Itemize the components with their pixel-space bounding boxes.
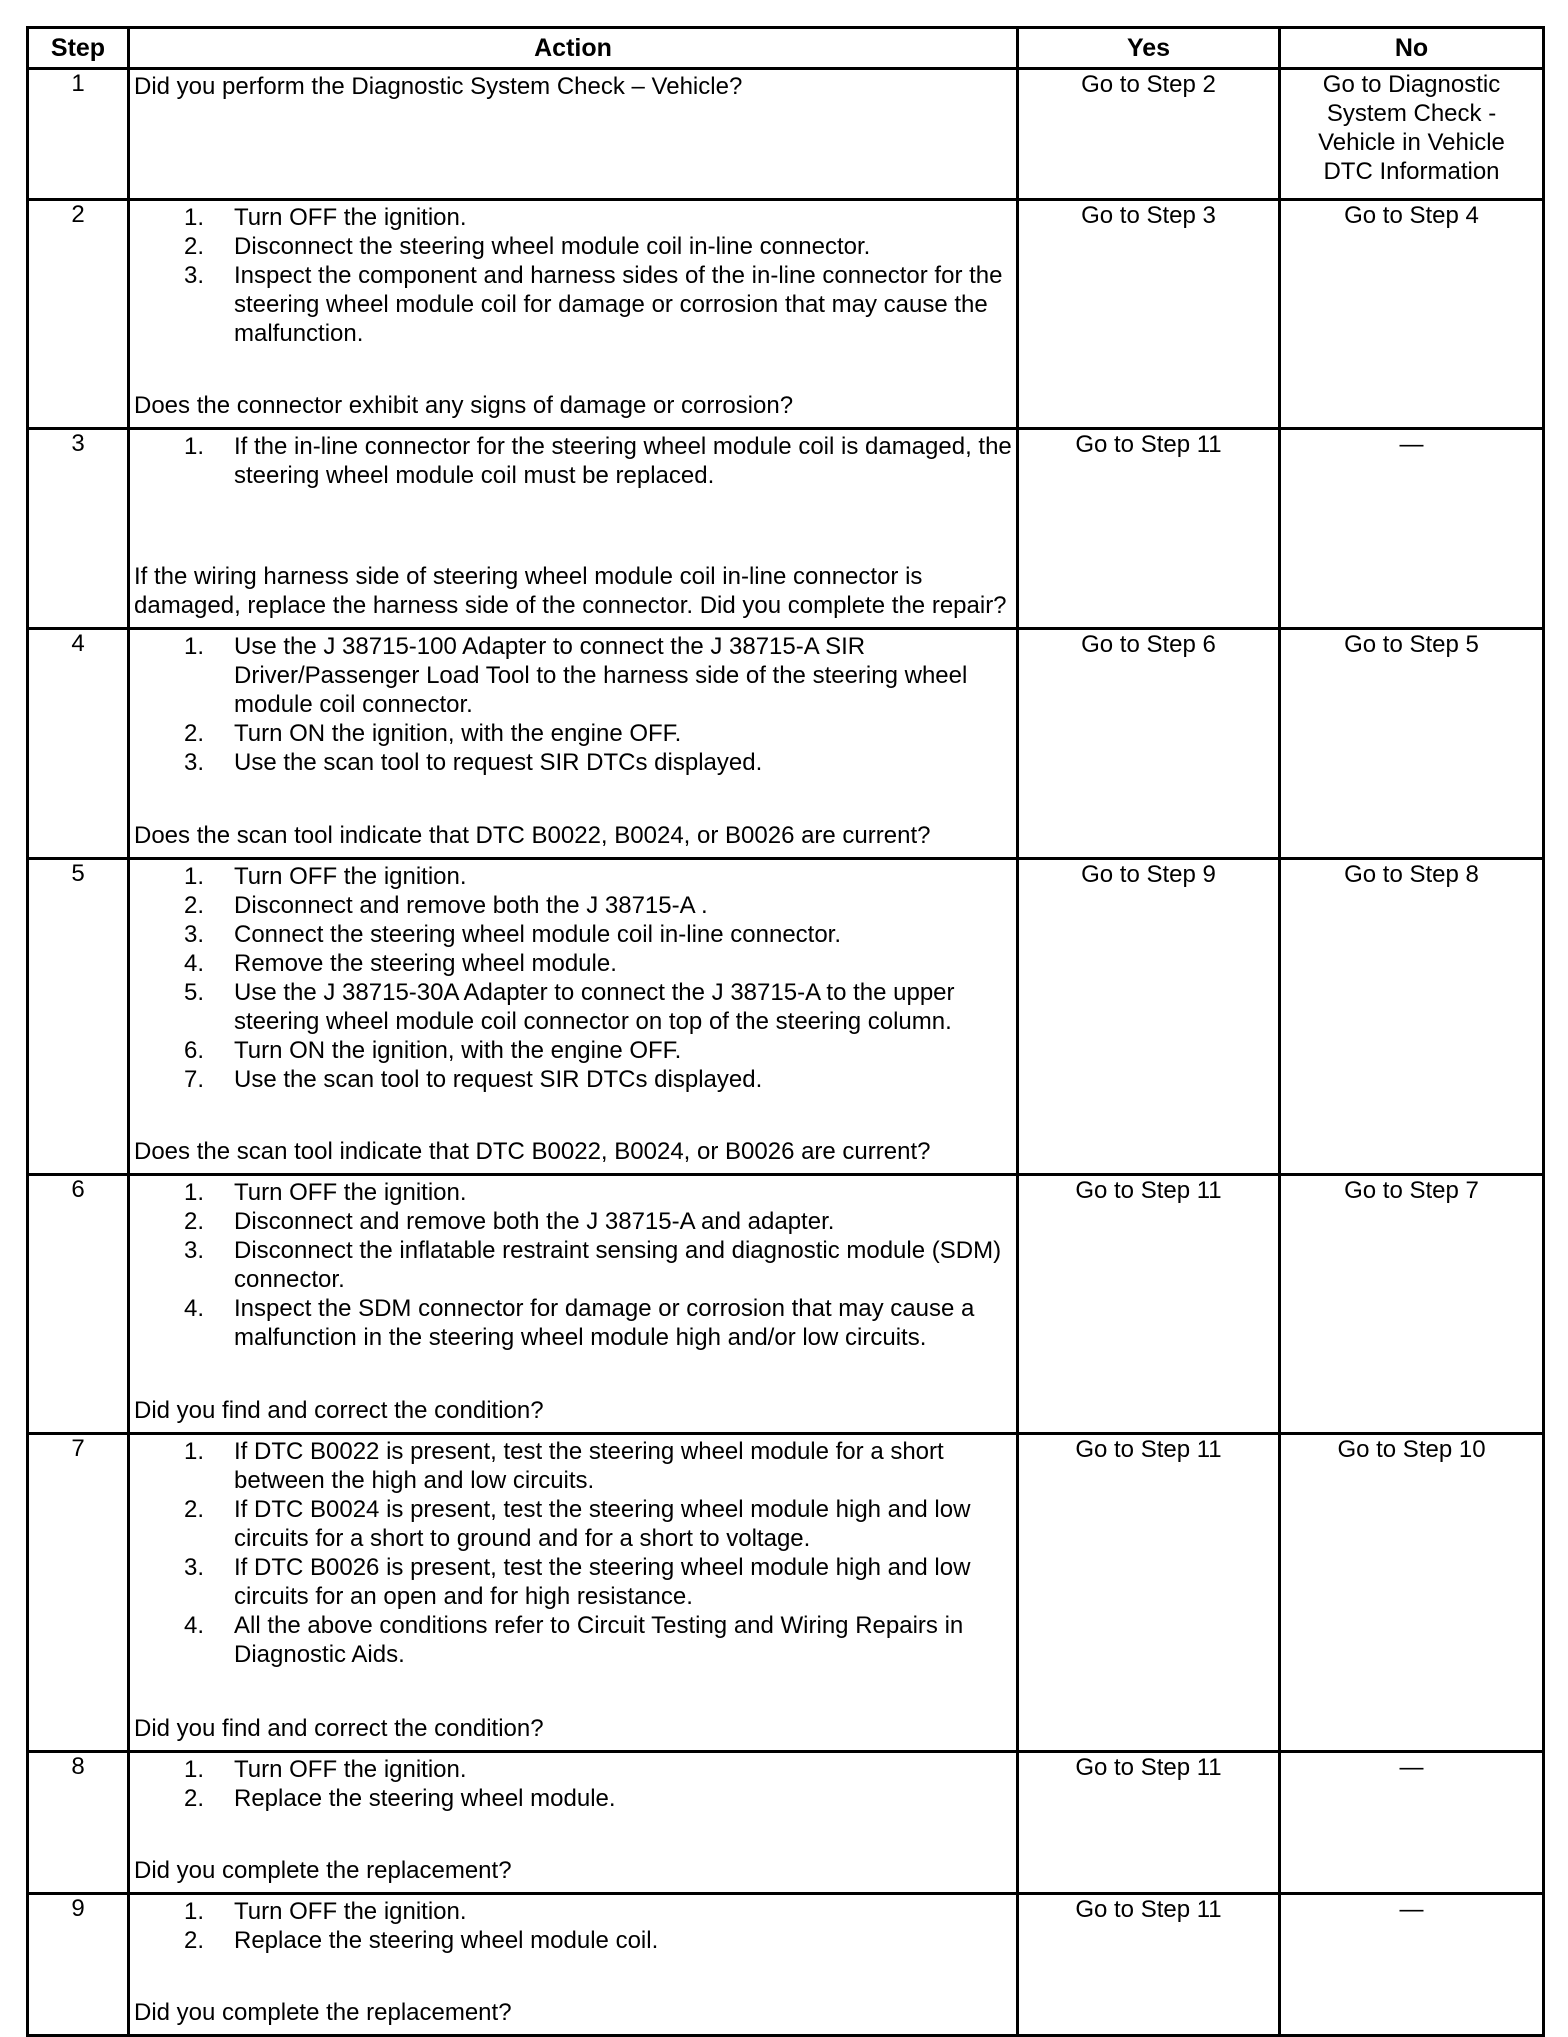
instruction-list xyxy=(134,862,1013,1094)
instruction-text: Use the scan tool to request SIR DTCs displayed. xyxy=(234,1066,763,1093)
question-text: Did you complete the replacement? xyxy=(134,1857,512,1884)
step-number: 1 xyxy=(28,69,129,200)
instruction-item xyxy=(134,1437,1013,1495)
header-row xyxy=(28,28,1544,69)
header-step: Step xyxy=(28,28,129,69)
instruction-list xyxy=(134,432,1013,490)
action-content xyxy=(130,630,1016,854)
diagnostic-table xyxy=(26,26,1545,2037)
yes-result: Go to Step 9 xyxy=(1018,859,1280,1175)
action-content xyxy=(130,860,1016,1170)
instruction-text: Use the J 38715-100 Adapter to connect the J 38715-A SIR Driver/Passenger Load Tool to the harness side of the steering wheel module coil connector. xyxy=(234,633,968,718)
instruction-text: If DTC B0026 is present, test the steering wheel module high and low circuits for an open and for high resistance. xyxy=(234,1554,971,1610)
instruction-number: 2. xyxy=(184,233,205,260)
instruction-item xyxy=(134,920,1013,949)
instruction-number: 1. xyxy=(184,204,205,231)
instruction-item xyxy=(134,891,1013,920)
action-cell xyxy=(129,69,1018,200)
instruction-text: Replace the steering wheel module coil. xyxy=(234,1927,659,1954)
action-content xyxy=(130,1753,1016,1889)
instruction-item xyxy=(134,1495,1013,1553)
instruction-text: Disconnect the inflatable restraint sensing and diagnostic module (SDM) connector. xyxy=(234,1237,1002,1293)
action-cell xyxy=(129,629,1018,859)
instruction-item xyxy=(134,1611,1013,1669)
instruction-text: Remove the steering wheel module. xyxy=(234,950,617,977)
question-text: If the wiring harness side of steering wheel module coil in-line connector is damaged, replace the harness side of the connector. Did you complete the repair? xyxy=(134,563,1007,619)
yes-result: Go to Step 6 xyxy=(1018,629,1280,859)
instruction-number: 3. xyxy=(184,749,205,776)
action-cell xyxy=(129,1752,1018,1894)
no-result: Go to Step 7 xyxy=(1280,1175,1544,1434)
instruction-item xyxy=(134,261,1013,348)
instruction-number: 3. xyxy=(184,262,205,289)
action-cell xyxy=(129,1894,1018,2036)
instruction-text: Inspect the component and harness sides of the in-line connector for the steering wheel module coil for damage or corrosion that may cause the malfunction. xyxy=(234,262,1003,347)
action-content xyxy=(130,70,1016,195)
question-text: Did you find and correct the condition? xyxy=(134,1715,544,1742)
action-cell xyxy=(129,200,1018,429)
step-number: 2 xyxy=(28,200,129,429)
instruction-text: Turn OFF the ignition. xyxy=(234,204,467,231)
table-row xyxy=(28,859,1544,1175)
instruction-number: 2. xyxy=(184,720,205,747)
instruction-item xyxy=(134,1207,1013,1236)
instruction-text: Turn ON the ignition, with the engine OFF. xyxy=(234,720,682,747)
instruction-text: All the above conditions refer to Circuit Testing and Wiring Repairs in Diagnostic Aids. xyxy=(234,1612,964,1668)
instruction-number: 2. xyxy=(184,1785,205,1812)
instruction-text: Disconnect and remove both the J 38715-A and adapter. xyxy=(234,1208,835,1235)
instruction-number: 1. xyxy=(184,1898,205,1925)
yes-result: Go to Step 11 xyxy=(1018,1752,1280,1894)
header-yes: Yes xyxy=(1018,28,1280,69)
instruction-number: 1. xyxy=(184,633,205,660)
instruction-item xyxy=(134,1065,1013,1094)
instruction-item xyxy=(134,1755,1013,1784)
instruction-item xyxy=(134,232,1013,261)
instruction-list xyxy=(134,1178,1013,1352)
instruction-text: Disconnect the steering wheel module coil in-line connector. xyxy=(234,233,871,260)
instruction-item xyxy=(134,1036,1013,1065)
instruction-number: 2. xyxy=(184,1496,205,1523)
table-row xyxy=(28,1894,1544,2036)
no-result: Go to Step 5 xyxy=(1280,629,1544,859)
instruction-item xyxy=(134,862,1013,891)
instruction-list xyxy=(134,1897,1013,1955)
instruction-number: 2. xyxy=(184,1927,205,1954)
no-result: — xyxy=(1280,1752,1544,1894)
instruction-text: Turn OFF the ignition. xyxy=(234,1756,467,1783)
step-number: 3 xyxy=(28,429,129,629)
instruction-text: Turn ON the ignition, with the engine OFF. xyxy=(234,1037,682,1064)
instruction-list xyxy=(134,203,1013,348)
instruction-item xyxy=(134,748,1013,777)
instruction-item xyxy=(134,1784,1013,1813)
instruction-number: 3. xyxy=(184,1554,205,1581)
instruction-number: 5. xyxy=(184,979,205,1006)
instruction-item xyxy=(134,719,1013,748)
question-text: Did you perform the Diagnostic System Check – Vehicle? xyxy=(134,73,743,100)
question-text: Does the scan tool indicate that DTC B0022, B0024, or B0026 are current? xyxy=(134,1138,931,1165)
instruction-text: If DTC B0024 is present, test the steering wheel module high and low circuits for a short to ground and for a short to voltage. xyxy=(234,1496,971,1552)
no-result: — xyxy=(1280,429,1544,629)
step-number: 8 xyxy=(28,1752,129,1894)
instruction-number: 3. xyxy=(184,1237,205,1264)
step-number: 5 xyxy=(28,859,129,1175)
instruction-item xyxy=(134,632,1013,719)
instruction-number: 4. xyxy=(184,1612,205,1639)
question-text: Does the scan tool indicate that DTC B0022, B0024, or B0026 are current? xyxy=(134,822,931,849)
action-cell xyxy=(129,859,1018,1175)
no-result: Go to Step 8 xyxy=(1280,859,1544,1175)
step-number: 7 xyxy=(28,1434,129,1752)
instruction-item xyxy=(134,1294,1013,1352)
step-number: 6 xyxy=(28,1175,129,1434)
step-number: 4 xyxy=(28,629,129,859)
no-result: — xyxy=(1280,1894,1544,2036)
question-text: Does the connector exhibit any signs of damage or corrosion? xyxy=(134,392,794,419)
instruction-number: 1. xyxy=(184,1756,205,1783)
instruction-item xyxy=(134,1926,1013,1955)
instruction-text: Disconnect and remove both the J 38715-A . xyxy=(234,892,708,919)
yes-result: Go to Step 2 xyxy=(1018,69,1280,200)
instruction-text: Connect the steering wheel module coil in-line connector. xyxy=(234,921,842,948)
instruction-text: Use the J 38715-30A Adapter to connect the J 38715-A to the upper steering wheel module coil connector on top of the steering column. xyxy=(234,979,955,1035)
instruction-item xyxy=(134,1553,1013,1611)
instruction-number: 4. xyxy=(184,1295,205,1322)
table-row xyxy=(28,69,1544,200)
instruction-item xyxy=(134,1897,1013,1926)
table-row xyxy=(28,1752,1544,1894)
action-cell xyxy=(129,429,1018,629)
header-no: No xyxy=(1280,28,1544,69)
instruction-item xyxy=(134,1236,1013,1294)
action-cell xyxy=(129,1434,1018,1752)
instruction-text: Use the scan tool to request SIR DTCs displayed. xyxy=(234,749,763,776)
instruction-text: If DTC B0022 is present, test the steering wheel module for a short between the high and low circuits. xyxy=(234,1438,944,1494)
yes-result: Go to Step 3 xyxy=(1018,200,1280,429)
no-result: Go to Step 10 xyxy=(1280,1434,1544,1752)
instruction-text: Replace the steering wheel module. xyxy=(234,1785,616,1812)
action-content xyxy=(130,1176,1016,1429)
yes-result: Go to Step 11 xyxy=(1018,1175,1280,1434)
table-row xyxy=(28,429,1544,629)
instruction-text: Turn OFF the ignition. xyxy=(234,1179,467,1206)
yes-result: Go to Step 11 xyxy=(1018,1894,1280,2036)
instruction-number: 1. xyxy=(184,1179,205,1206)
instruction-number: 4. xyxy=(184,950,205,977)
yes-result: Go to Step 11 xyxy=(1018,1434,1280,1752)
step-number: 9 xyxy=(28,1894,129,2036)
action-content xyxy=(130,1435,1016,1747)
table-row xyxy=(28,200,1544,429)
question-text: Did you complete the replacement? xyxy=(134,1999,512,2026)
instruction-list xyxy=(134,1755,1013,1813)
instruction-item xyxy=(134,1178,1013,1207)
instruction-number: 7. xyxy=(184,1066,205,1093)
table-body xyxy=(28,69,1544,2036)
instruction-text: Turn OFF the ignition. xyxy=(234,863,467,890)
yes-result: Go to Step 11 xyxy=(1018,429,1280,629)
header-action: Action xyxy=(129,28,1018,69)
instruction-item xyxy=(134,978,1013,1036)
instruction-text: Turn OFF the ignition. xyxy=(234,1898,467,1925)
instruction-item xyxy=(134,949,1013,978)
action-content xyxy=(130,430,1016,624)
instruction-list xyxy=(134,1437,1013,1669)
instruction-number: 2. xyxy=(184,892,205,919)
action-content xyxy=(130,1895,1016,2031)
instruction-text: Inspect the SDM connector for damage or corrosion that may cause a malfunction in the steering wheel module high and/or low circuits. xyxy=(234,1295,975,1351)
no-result: Go to Diagnostic System Check - Vehicle in Vehicle DTC Information xyxy=(1280,69,1544,200)
instruction-number: 3. xyxy=(184,921,205,948)
instruction-text: If the in-line connector for the steering wheel module coil is damaged, the steering wheel module coil must be replaced. xyxy=(234,433,1012,489)
table-row xyxy=(28,629,1544,859)
instruction-item xyxy=(134,203,1013,232)
table-row xyxy=(28,1434,1544,1752)
action-content xyxy=(130,201,1016,424)
instruction-list xyxy=(134,632,1013,777)
instruction-number: 1. xyxy=(184,1438,205,1465)
table-row xyxy=(28,1175,1544,1434)
instruction-number: 1. xyxy=(184,863,205,890)
instruction-item xyxy=(134,432,1013,490)
no-result: Go to Step 4 xyxy=(1280,200,1544,429)
instruction-number: 6. xyxy=(184,1037,205,1064)
action-cell xyxy=(129,1175,1018,1434)
instruction-number: 2. xyxy=(184,1208,205,1235)
instruction-number: 1. xyxy=(184,433,205,460)
question-text: Did you find and correct the condition? xyxy=(134,1397,544,1424)
